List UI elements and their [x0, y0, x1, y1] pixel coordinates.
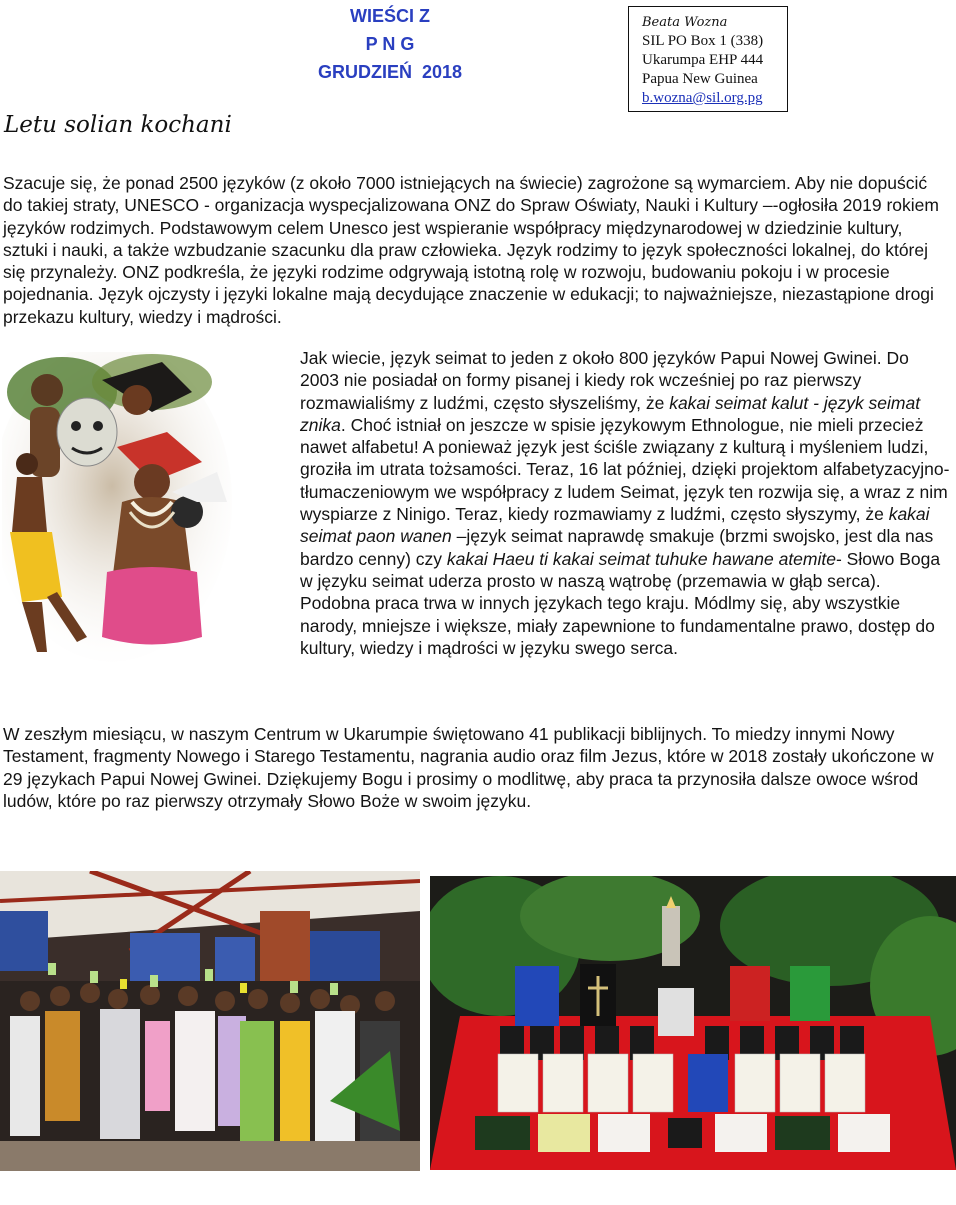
seimat-text-2: . Choć istniał on jeszcze w spisie językowym Ethnologue, nie mieli przecież nawet alfabetu! A ponieważ język jest ściśle związany z kulturą i myśleniem ludzi, groziła im utrata tożsamości. Teraz, 16 lat później, dzięki projektom alfabetyzacyjno-tłumaczeniowym we współpracy z ludem Seimat, język ten rozwija się, a wraz z nim wyspiarze z Ninigo. Teraz, kiedy rozmawiamy z ludźmi, często słyszymy, że [300, 414, 950, 525]
seimat-text-4: - Słowo Boga w języku seimat uderza prosto w naszą wątrobę (przemawia w głąb serca). Podobna praca trwa w innych językach tego kraju. Módlmy się, aby wszystkie narody, mniejsze i większe, miały zapewnione to fundamentalne prawo, dostęp do kultury, wiedzy i mądrości w języku swego serca. [300, 548, 941, 658]
email-link[interactable]: b.wozna@sil.org.pg [642, 90, 763, 106]
newsletter-title [300, 2, 480, 86]
title-line-3: GRUDZIEŃ 2018 [317, 62, 463, 82]
address-line-2: Ukarumpa EHP 444 [642, 52, 764, 68]
address-box [628, 6, 788, 112]
seimat-text-1: Jak wiecie, język seimat to jeden z około 800 języków Papui Nowej Gwinei. Do 2003 nie posiadał on formy pisanej i kiedy rok wcześniej po raz pierwszy rozmawialiśmy z ludźmi, często słyszeliśmy, że [300, 348, 909, 413]
paragraph-publications: W zeszłym miesiącu, w naszym Centrum w Ukarumpie świętowano 41 publikacji biblijnych. To miedzy innymi Nowy Testament, fragmenty Nowego i Starego Testamentu, nagrania audio oraz film Jezus, które w 2018 zostały ukończone w 29 językach Papui Nowej Gwinei. Dziękujemy Bogu i prosimy o modlitwę, aby praca ta przynosiła dalsze owoce wśrod ludów, które po raz pierwszy otrzymały Słowo Boże w swoim języku. [3, 724, 934, 811]
seimat-quote-3: kakai Haeu ti kakai seimat tuhuke hawane atemite [446, 548, 836, 569]
seimat-text-3: –język seimat naprawdę smakuje (brzmi swojsko, jest dla nas bardzo cenny) czy [300, 526, 934, 569]
tribal-dancers-image [2, 352, 234, 664]
greeting: Letu solian kochani [4, 112, 232, 138]
seimat-quote-2: kakai seimat paon wanen [300, 504, 930, 547]
title-line-2: P N G [365, 34, 415, 54]
title-line-1: WIEŚCI Z [350, 6, 430, 26]
address-line-3: Papua New Guinea [642, 71, 758, 87]
sender-name: Beata Wozna [642, 15, 728, 30]
paragraph-intro: Szacuje się, że ponad 2500 języków (z około 7000 istniejących na świecie) zagrożone są wymarciem. Aby nie dopuścić do takiej straty, UNESCO - organizacja wyspecjalizowana ONZ do Spraw Oświaty, Nauki i Kultury –-ogłosiła 2019 rokiem języków rodzimych. Podstawowym celem Unesco jest wspieranie współpracy międzynarodowej w dziedzinie kultury, sztuki i nauki, a także wzbudzanie szacunku dla praw człowieka. Język rodzimy to język społeczności lokalnej, do której się przynależy. ONZ podkreśla, że języki rodzime odgrywają istotną rolę w rozwoju, budowaniu pokoju i w procesie pojednania. Język ojczysty i języki lokalne mają decydujące znaczenie w edukacji; to najważniejsze, niezastąpione drogi przekazu kultury, wiedzy i mądrości. [3, 173, 939, 327]
paragraph-seimat [300, 347, 952, 659]
seimat-quote-1: kakai seimat kalut - język seimat znika [300, 392, 921, 435]
address-line-1: SIL PO Box 1 (338) [642, 33, 764, 49]
publications-display-photo [430, 876, 956, 1170]
celebration-crowd-photo [0, 871, 420, 1171]
